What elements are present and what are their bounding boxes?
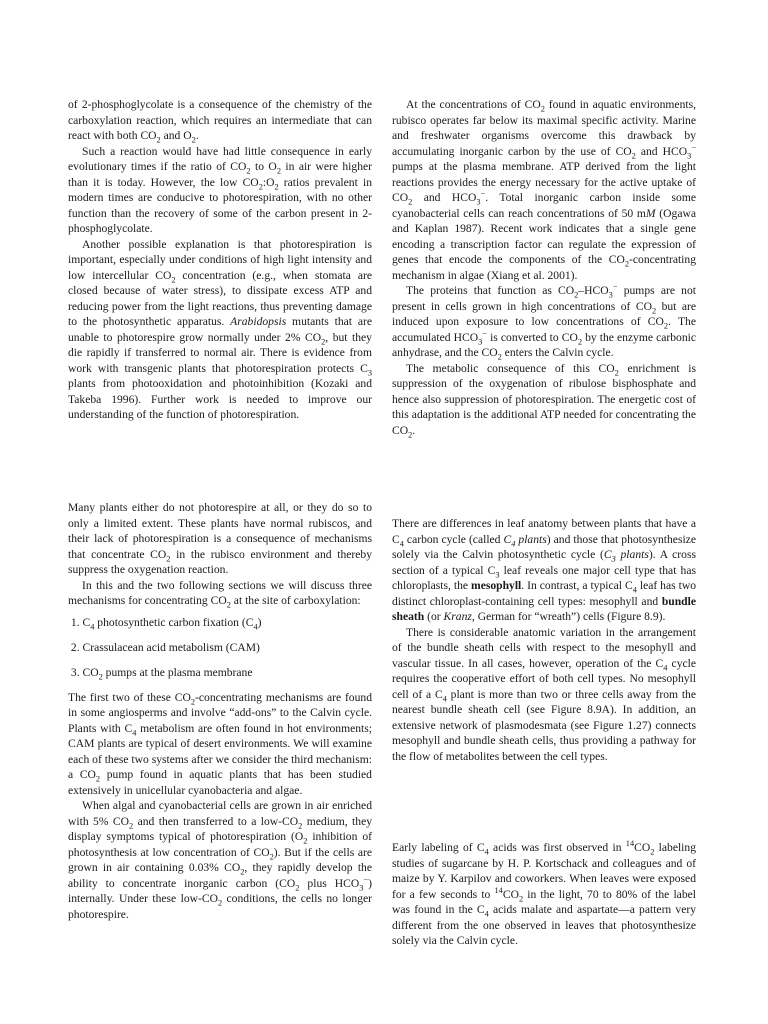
co2-pump-paragraph: When algal and cyanobacterial cells are grown in air enriched with 5% $CO_2$ and then transferred to a low-$CO_2$ medium, they display symptoms typical of photorespiration ($O_2$ inhibition of photosynthesis at low concentration of $CO_2$). But if the cells are grown in air containing 0.03% $CO_2$, they rapidly develop the ability to concentrate inorganic carbon ($CO_2$ plus $HCO_3^-$) internally. Under these low-$CO_2$ conditions, the cells no longer photorespire. — [68, 799, 373, 921]
co2-pump-text — [68, 690, 372, 923]
mechanisms-list — [68, 615, 372, 681]
mechanism-list-item: 2. Crassulacean acid metabolism (CAM) — [68, 640, 260, 654]
aquatic-co2-pump-paragraph: At the concentrations of $CO_2$ found in aquatic environments, rubisco operates far below its maximal specific activity. Marine and freshwater organisms overcome this drawback by accumulating inorganic carbon by the use of $CO_2$ and $HCO_3^-$ pumps at the plasma membrane. ATP derived from the light reactions provides the energy necessary for the active uptake of $CO_2$ and $HCO_3^-$. Total inorganic carbon inside some cyanobacterial cells can reach concentrations of 50 mM (Ogawa and Kaplan 1987). Recent work indicates that a single gene encoding a transcription factor can regulate the expression of genes that encode the components of the $CO_2$-concentrating mechanism in algae (Xiang et al. 2001). — [392, 98, 697, 282]
photorespiration-function-paragraph: of 2-phosphoglycolate is a consequence of the chemistry of the carboxylation reaction, which requires an intermediate that can react with both $CO_2$ and $O_2$. — [68, 98, 372, 145]
mechanisms-intro-paragraph: Many plants either do not photorespire at all, or they do so to only a limited extent. These plants have normal rubiscos, and their lack of photorespiration is a consequence of mechanisms that concentrate $CO_2$ in the rubisco environment and thereby suppress the oxygenation reaction. — [68, 501, 372, 576]
aquatic-co2-pump-paragraph: The metabolic consequence of this $CO_2$ enrichment is suppression of the oxygenation of ribulose bisphosphate and hence also suppression of photorespiration. The energetic cost of this adaptation is the additional ATP needed for concentrating the $CO_2$. — [392, 361, 696, 439]
photorespiration-function-paragraph: Such a reaction would have had little consequence in early evolutionary times if the ratio of $CO_2$ to $O_2$ in air were higher than it is today. However, the low $CO_2:O_2$ ratios prevalent in modern times are conducive to photorespiration, with no other function than the recovery of some of the carbon present in 2-phosphoglycolate. — [68, 144, 373, 235]
left-column-top-text — [68, 97, 372, 423]
mechanism-list-item: 3. $CO_2$ pumps at the plasma membrane — [68, 665, 253, 681]
leaf-anatomy-paragraph: There is considerable anatomic variation in the arrangement of the bundle sheath cells with respect to the mesophyll and vascular tissue. In all cases, however, operation of the $C_4$ cycle requires the cooperative effort of both cell types. No mesophyll cell of a $C_4$ plant is more than two or three cells away from the nearest bundle sheath cell (see Figure 8.9A). In addition, an extensive network of plasmodesmata (see Figure 1.27) connects mesophyll and bundle sheath cells, thus providing a pathway for the flow of metabolites between the cell types. — [392, 625, 697, 763]
mechanisms-intro-paragraph: In this and the two following sections we will discuss three mechanisms for concentrating $CO_2$ at the site of carboxylation: — [68, 578, 372, 610]
left-column-bottom-text — [68, 500, 372, 922]
c4-labeling-paragraph: Early labeling of $C_4$ acids was first observed in $^{14}CO_2$ labeling studies of sugarcane by H. P. Kortschack and colleagues and of maize by Y. Karpilov and coworkers. When leaves were exposed for a few seconds to $^{14}CO_2$ in the light, 70 to 80% of the label was found in the $C_4$ acids malate and aspartate—a pattern very different from the one observed in leaves that photosynthesize solely via the Calvin cycle. — [392, 839, 696, 947]
aquatic-co2-pump-paragraph: The proteins that function as $CO_2-HCO_3^-$ pumps are not present in cells grown in high concentrations of $CO_2$ but are induced upon exposure to low concentrations of $CO_2$. The accumulated $HCO_3^-$ is converted to $CO_2$ by the enzyme carbonic anhydrase, and the $CO_2$ enters the Calvin cycle. — [392, 282, 697, 362]
co2-pump-paragraph: The first two of these $CO_2$-concentrating mechanisms are found in some angiosperms and involve “add-ons” to the Calvin cycle. Plants with $C_4$ metabolism are often found in hot environments; CAM plants are typical of desert environments. We will examine each of these two systems after we consider the third mechanism: a $CO_2$ pump found in aquatic plants that has been studied extensively in unicellular cyanobacteria and algae. — [68, 690, 372, 797]
c4-labeling-text — [392, 840, 696, 949]
photorespiration-function-paragraph: Another possible explanation is that photorespiration is important, especially under conditions of high light intensity and low intercellular $CO_2$ concentration (e.g., when stomata are closed because of water stress), to dissipate excess ATP and reducing power from the light reactions, thus preventing damage to the photosynthetic apparatus. Arabidopsis mutants that are unable to photorespire grow normally under 2% $CO_2$, but they die rapidly if transferred to normal air. There is evidence from work with transgenic plants that photorespiration protects $C_3$ plants from photooxidation and photoinhibition (Kozaki and Takeba 1996). Further work is needed to improve our understanding of the function of photorespiration. — [68, 237, 372, 421]
leaf-anatomy-text — [392, 516, 696, 764]
mechanisms-intro — [68, 500, 372, 609]
mechanism-list-item: 1. $C_4$ photosynthetic carbon fixation $(C_4)$ — [68, 615, 262, 631]
leaf-anatomy-paragraph: There are differences in leaf anatomy between plants that have a $C_4$ carbon cycle (called $C_4$ plants) and those that photosynthesize solely via the Calvin photosynthetic cycle ($C_3$ plants). A cross section of a typical $C_3$ leaf reveals one major cell type that has chloroplasts, the mesophyll. In contrast, a typical $C_4$ leaf has two distinct chloroplast-containing cell types: mesophyll and bundle sheath (or Kranz, German for “wreath”) cells (Figure 8.9). — [392, 517, 696, 623]
right-column-top-text — [392, 97, 696, 438]
